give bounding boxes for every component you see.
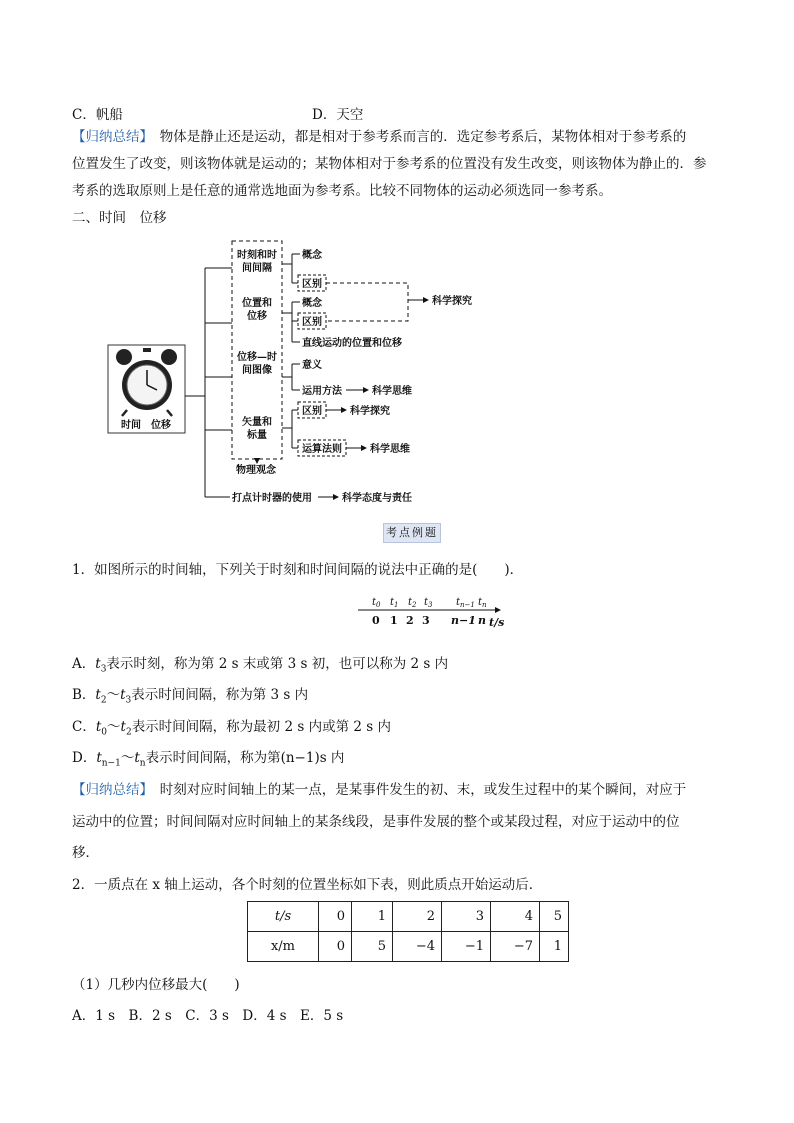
- g3-meaning: 意义: [302, 360, 322, 371]
- q1-option-c: C．$t_0\sim t_2$表示时间间隔，称为最初 2 s 内或第 2 s 内: [72, 719, 391, 738]
- g2-line: 直线运动的位置和位移: [302, 338, 402, 349]
- group1-line2: 间间隔: [242, 263, 272, 274]
- table-cell: 5: [540, 902, 569, 932]
- svg-text:t1: $t_1$: [390, 597, 399, 609]
- g1-diff: 区别: [302, 279, 322, 290]
- science-inquiry-label: 科学探究: [432, 296, 472, 307]
- axis-unit: t/s: [489, 616, 505, 629]
- table-cell: −1: [442, 932, 491, 962]
- svg-text:t3: $t_3$: [424, 597, 433, 609]
- group2-line1: 位置和: [242, 298, 272, 309]
- table-cell: 0: [319, 902, 352, 932]
- table-cell: 0: [319, 932, 352, 962]
- svg-text:tn: $t_n$: [478, 597, 487, 609]
- example-header: 考点例题: [383, 523, 441, 543]
- g2-diff: 区别: [302, 317, 322, 328]
- q2-sub1: （1）几秒内位移最大( ): [72, 977, 240, 993]
- table-cell: 2: [393, 902, 442, 932]
- axis-num-0: 0: [372, 614, 380, 627]
- g3-method: 运用方法: [302, 386, 342, 397]
- axis-num-2: 2: [406, 614, 414, 627]
- option-d: D．天空: [312, 107, 364, 123]
- table-cell: 3: [442, 902, 491, 932]
- svg-text:t2: $t_2$: [408, 597, 417, 609]
- table-cell: 5: [352, 932, 393, 962]
- g3-target: 科学思维: [372, 386, 412, 397]
- g1-concept: 概念: [302, 250, 322, 261]
- svg-text:tn−1: $t_{n-1}$: [456, 597, 475, 609]
- table-cell: 1: [352, 902, 393, 932]
- summary-line-2: 位置发生了改变，则该物体就是运动的；某物体相对于参考系的位置没有发生改变，则该物体为静止的．参: [72, 156, 707, 172]
- table-row: [248, 932, 569, 962]
- q2-sub1-options: A．1 s B．2 s C．3 s D．4 s E．5 s: [72, 1008, 344, 1024]
- position-table: [247, 901, 569, 962]
- summary2-line-2: 运动中的位置；时间间隔对应时间轴上的某条线段，是事件发展的整个或某段过程，对应于运动中的位: [72, 814, 680, 830]
- group4-line2: 标量: [247, 430, 267, 441]
- option-c: C．帆船: [72, 107, 123, 123]
- table-cell: −4: [393, 932, 442, 962]
- g2-concept: 概念: [302, 298, 322, 309]
- summary-tag: 【归纳总结】: [72, 129, 147, 145]
- axis-num-n: n: [478, 614, 486, 627]
- axis-num-1: 1: [390, 614, 398, 627]
- q1-option-b: B．$t_2\sim t_3$表示时间间隔，称为第 3 s 内: [72, 687, 309, 706]
- q1-stem: 1．如图所示的时间轴，下列关于时刻和时间间隔的说法中正确的是( )．: [72, 562, 524, 578]
- table-header-cell: t/s: [248, 902, 319, 932]
- g4-rule-target: 科学思维: [370, 444, 410, 455]
- q2-stem: 2．一质点在 x 轴上运动，各个时刻的位置坐标如下表，则此质点开始运动后．: [72, 877, 543, 893]
- g4-diff: 区别: [302, 406, 322, 417]
- g4-diff-target: 科学探究: [350, 406, 390, 417]
- timer-label: 打点计时器的使用: [232, 493, 312, 504]
- summary2-line-3: 移．: [72, 845, 99, 861]
- group2-line2: 位移: [247, 311, 267, 322]
- clock-label: 时间 位移: [121, 420, 171, 431]
- time-axis: [350, 590, 510, 630]
- table-cell: −7: [491, 932, 540, 962]
- group1-line1: 时刻和时: [237, 250, 277, 261]
- section-title: 二、时间 位移: [72, 210, 167, 226]
- q1-option-d: D．$t_{n-1}\sim t_n$表示时间间隔，称为第(n−1)s 内: [72, 750, 345, 769]
- q1-option-a: A．$t_3$表示时刻，称为第 2 s 末或第 3 s 初，也可以称为 2 s 内: [72, 656, 449, 675]
- group4-line1: 矢量和: [242, 417, 272, 428]
- group3-line2: 间图像: [242, 365, 272, 376]
- svg-text:t0: $t_0$: [372, 597, 381, 609]
- summary2-line-1: 【归纳总结】 时刻对应时间轴上的某一点，是某事件发生的初、末，或发生过程中的某个瞬间，对应于: [72, 782, 687, 798]
- table-cell: 4: [491, 902, 540, 932]
- table-row: [248, 902, 569, 932]
- axis-num-3: 3: [422, 614, 430, 627]
- summary2-tag: 【归纳总结】: [72, 782, 147, 798]
- g4-rule: 运算法则: [302, 444, 342, 455]
- group3-line1: 位移—时: [237, 352, 277, 363]
- summary-line-1: 【归纳总结】 物体是静止还是运动，都是相对于参考系而言的．选定参考系后，某物体相对于参考系的: [72, 129, 687, 145]
- physics-concept-label: 物理观念: [236, 465, 276, 476]
- table-cell: 1: [540, 932, 569, 962]
- axis-num-n-1: n−1: [451, 614, 476, 627]
- concept-diagram: [0, 0, 794, 520]
- table-header-cell: x/m: [248, 932, 319, 962]
- summary-line-3: 考系的选取原则上是任意的通常选地面为参考系。比较不同物体的运动必须选同一参考系。: [72, 183, 612, 199]
- timer-target: 科学态度与责任: [342, 493, 412, 504]
